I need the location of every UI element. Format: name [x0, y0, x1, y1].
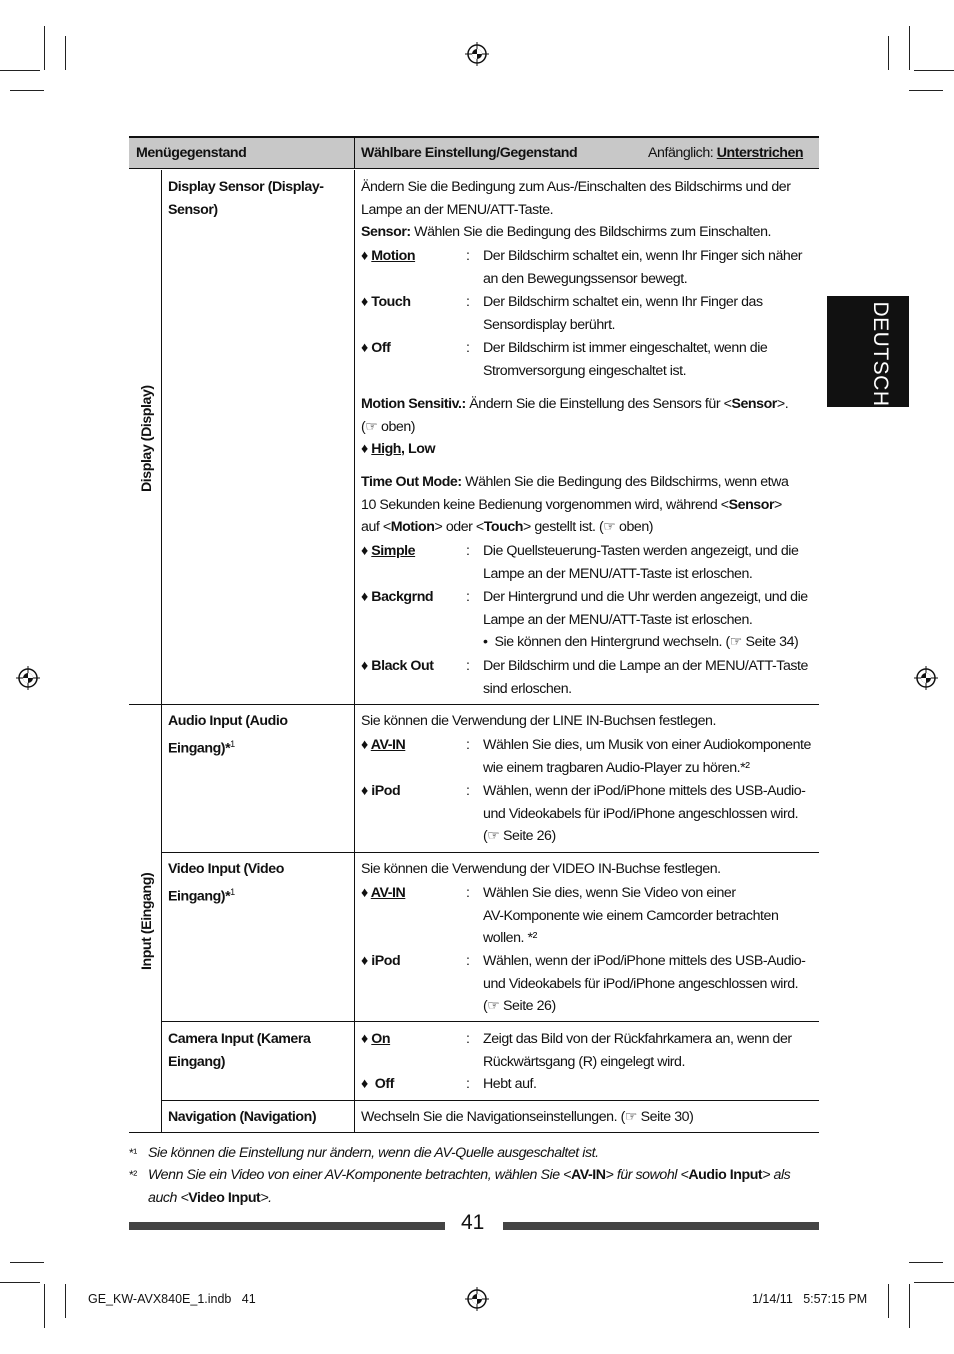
footnote-1-mark: *¹	[129, 1146, 137, 1160]
crop-mark	[909, 1262, 943, 1263]
crop-mark	[909, 1284, 910, 1328]
item-audio-input: Audio Input (Audio Eingang)*$^1$	[168, 713, 288, 757]
item-display-sensor: Display Sensor (Display- Sensor)	[168, 179, 324, 218]
crop-mark	[10, 90, 44, 91]
footer-bar-left	[129, 1222, 445, 1230]
option-off-desc: Hebt auf.	[483, 1076, 537, 1092]
crop-mark	[10, 1262, 44, 1263]
colon: :	[466, 1076, 470, 1092]
footnote-2: Wenn Sie ein Video von einer AV-Komponente betrachten, wählen Sie <AV-IN> für sowohl <Audio Input> als auch <Video Input>.	[148, 1167, 791, 1206]
option-backgrnd: ♦ Backgrnd	[361, 589, 434, 605]
item-video-input: Video Input (Video Eingang)*$^1$	[168, 861, 284, 905]
colon: :	[466, 543, 470, 559]
time-out-mode: Time Out Mode: Wählen Sie die Bedingung des Bildschirms, wenn etwa 10 Sekunden keine Bedienung vorgenommen wird, während <Sensor> auf <Motion> oder <Touch> gestellt ist. (☞ oben)	[361, 474, 789, 535]
crop-mark	[888, 36, 889, 70]
language-tab-label: DEUTSCH	[869, 301, 892, 407]
grid-line	[161, 1100, 819, 1101]
crop-mark	[909, 26, 910, 70]
audio-input-intro: Sie können die Verwendung der LINE IN-Buchsen festlegen.	[361, 713, 716, 729]
display-sensor-intro: Ändern Sie die Bedingung zum Aus-/Einschalten des Bildschirms und der Lampe an der MENU/ATT-Taste. Sensor: Wählen Sie die Bedingung des Bildschirms zum Einschalten.	[361, 179, 791, 240]
motion-sensitivity: Motion Sensitiv.: Ändern Sie die Einstellung des Sensors für <Sensor>. (☞ oben) ♦ High, Low	[361, 396, 789, 457]
option-off-desc: Der Bildschirm ist immer eingeschaltet, wenn die Stromversorgung eingeschaltet ist.	[483, 340, 768, 379]
option-av-in-desc: Wählen Sie dies, um Musik von einer Audiokomponente wie einem tragbaren Audio-Player zu hören.*²	[483, 737, 811, 776]
footer-bar-right	[503, 1222, 819, 1230]
grid-line	[161, 704, 162, 1132]
crop-mark	[44, 1284, 45, 1328]
colon: :	[466, 248, 470, 264]
header-divider	[354, 137, 355, 169]
header-col-menu-item: Menügegenstand	[136, 145, 247, 161]
footnote-2-mark: *²	[129, 1168, 137, 1182]
crop-mark	[888, 1284, 889, 1318]
crop-mark	[65, 1284, 66, 1318]
colon: :	[466, 340, 470, 356]
option-av-in: ♦ AV-IN	[361, 885, 406, 901]
registration-mark-icon	[465, 1287, 489, 1311]
grid-line	[161, 170, 162, 705]
grid-line	[161, 852, 819, 853]
colon: :	[466, 953, 470, 969]
option-simple: ♦ Simple	[361, 543, 416, 559]
colon: :	[466, 737, 470, 753]
colon: :	[466, 885, 470, 901]
language-tab	[827, 296, 909, 407]
grid-line	[354, 704, 355, 1132]
colon: :	[466, 783, 470, 799]
colon: :	[466, 658, 470, 674]
option-ipod: ♦ iPod	[361, 783, 401, 799]
registration-mark-icon	[914, 666, 938, 690]
option-on: ♦ On	[361, 1031, 391, 1047]
colon: :	[466, 1031, 470, 1047]
option-ipod-desc: Wählen, wenn der iPod/iPhone mittels des USB-Audio- und Videokabels für iPod/iPhone angeschlossen wird. (☞ Seite 26)	[483, 783, 806, 844]
grid-line	[129, 704, 819, 705]
page-number: 41	[461, 1211, 485, 1234]
group-label-display: Display (Display)	[139, 385, 155, 492]
crop-mark	[65, 36, 66, 70]
option-ipod: ♦ iPod	[361, 953, 401, 969]
option-touch: ♦ Touch	[361, 294, 411, 310]
video-input-intro: Sie können die Verwendung der VIDEO IN-Buchse festlegen.	[361, 861, 721, 877]
option-av-in: ♦ AV-IN	[361, 737, 406, 753]
item-camera-input: Camera Input (Kamera Eingang)	[168, 1031, 311, 1070]
footnote-1: Sie können die Einstellung nur ändern, wenn die AV-Quelle ausgeschaltet ist.	[148, 1145, 599, 1161]
option-simple-desc: Die Quellsteuerung-Tasten werden angezeigt, und die Lampe an der MENU/ATT-Taste ist erloschen.	[483, 543, 799, 582]
print-slug-file: GE_KW-AVX840E_1.indb 41	[88, 1292, 256, 1306]
print-slug-date: 1/14/11 5:57:15 PM	[752, 1292, 868, 1306]
registration-mark-icon	[465, 42, 489, 66]
crop-mark	[914, 70, 954, 71]
crop-mark	[0, 70, 40, 71]
option-backgrnd-desc: Der Hintergrund und die Uhr werden angezeigt, und die Lampe an der MENU/ATT-Taste ist erloschen. • Sie können den Hintergrund wechseln. (☞ Seite 34)	[483, 589, 808, 650]
grid-line	[354, 170, 355, 705]
option-motion: ♦ Motion	[361, 248, 416, 264]
grid-line	[161, 1021, 819, 1022]
option-off: ♦ Off	[361, 340, 391, 356]
header-initial: Anfänglich: Unterstrichen	[648, 145, 804, 161]
crop-mark	[914, 1282, 954, 1283]
crop-mark	[44, 26, 45, 70]
registration-mark-icon	[16, 666, 40, 690]
option-ipod-desc: Wählen, wenn der iPod/iPhone mittels des USB-Audio- und Videokabels für iPod/iPhone angeschlossen wird. (☞ Seite 26)	[483, 953, 806, 1014]
option-black-out: ♦ Black Out	[361, 658, 434, 674]
colon: :	[466, 589, 470, 605]
crop-mark	[909, 90, 943, 91]
header-col-setting: Wählbare Einstellung/Gegenstand	[361, 145, 578, 161]
item-navigation: Navigation (Navigation)	[168, 1109, 317, 1125]
navigation-desc: Wechseln Sie die Navigationseinstellungen. (☞ Seite 30)	[361, 1109, 694, 1125]
option-av-in-desc: Wählen Sie dies, wenn Sie Video von einer AV-Komponente wie einem Camcorder betrachten wollen. *²	[483, 885, 779, 946]
grid-line	[129, 1132, 819, 1133]
option-on-desc: Zeigt das Bild von der Rückfahrkamera an, wenn der Rückwärtsgang (R) eingelegt wird.	[483, 1031, 792, 1070]
group-label-input: Input (Eingang)	[139, 872, 155, 970]
colon: :	[466, 294, 470, 310]
option-off: ♦ Off	[361, 1076, 394, 1092]
option-black-out-desc: Der Bildschirm und die Lampe an der MENU/ATT-Taste sind erloschen.	[483, 658, 808, 697]
crop-mark	[0, 1282, 40, 1283]
option-motion-desc: Der Bildschirm schaltet ein, wenn Ihr Finger sich näher an den Bewegungssensor bewegt.	[483, 248, 803, 287]
option-touch-desc: Der Bildschirm schaltet ein, wenn Ihr Finger das Sensordisplay berührt.	[483, 294, 763, 333]
